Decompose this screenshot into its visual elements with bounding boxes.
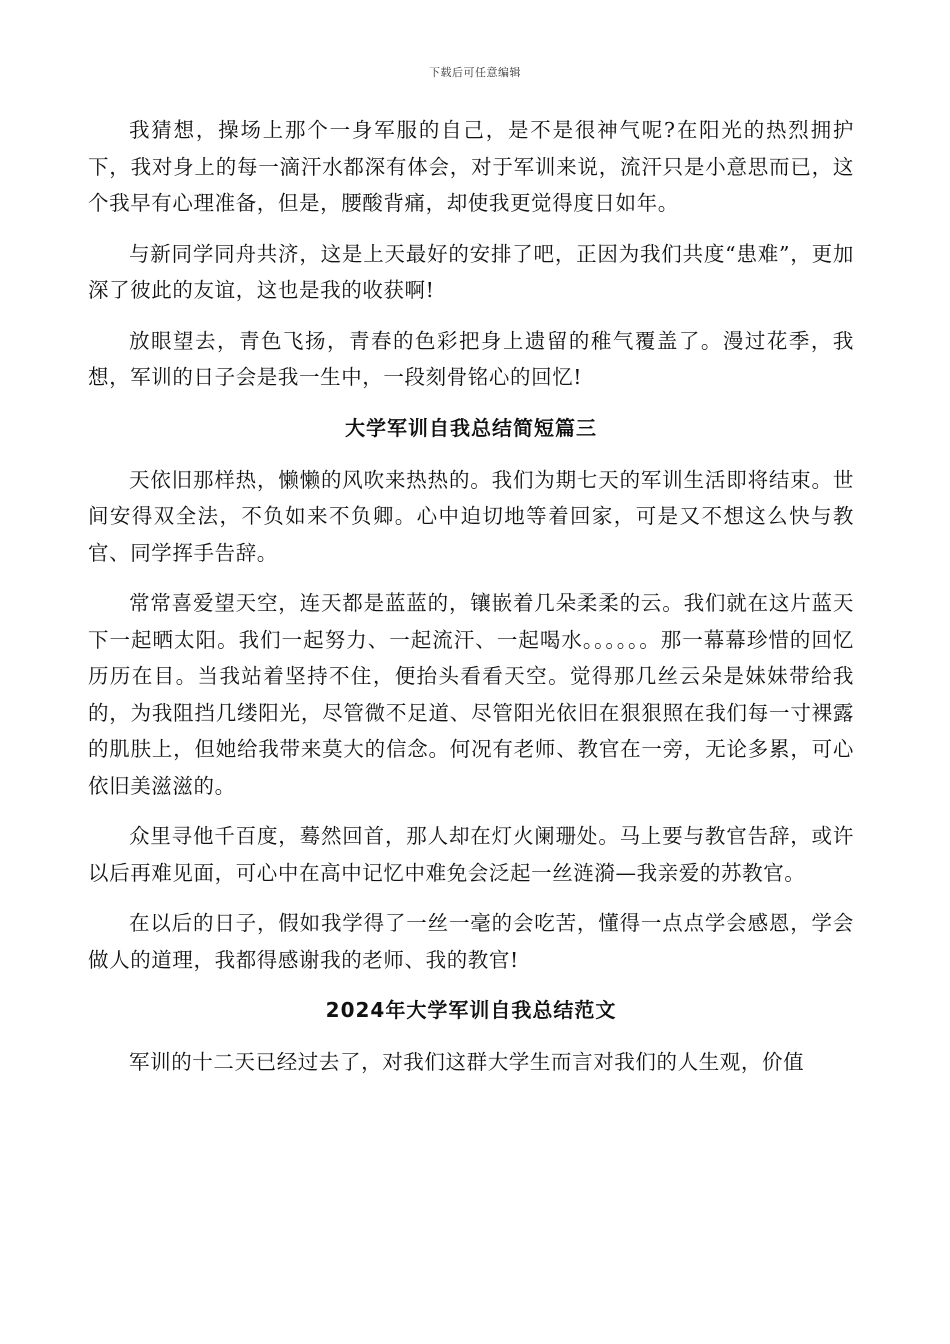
document-body: [88, 112, 854, 1095]
section-heading-2: 2024年大学军训自我总结范文: [325, 998, 617, 1022]
page-header: 下载后可任意编辑: [429, 66, 521, 79]
paragraph-4: 天依旧那样热，懒懒的风吹来热热的。我们为期七天的军训生活即将结束。世间安得双全法，不负如来不负卿。心中迫切地等着回家，可是又不想这么快与教官、同学挥手告辞。: [88, 467, 854, 565]
paragraph-8: 军训的十二天已经过去了，对我们这群大学生而言对我们的人生观，价值: [129, 1050, 805, 1074]
paragraph-7: 在以后的日子，假如我学得了一丝一毫的会吃苦，懂得一点点学会感恩，学会做人的道理，我都得感谢我的老师、我的教官!: [88, 911, 854, 972]
section-heading-1: 大学军训自我总结简短篇三: [345, 415, 597, 440]
paragraph-2: 与新同学同舟共济，这是上天最好的安排了吧，正因为我们共度“患难”，更加深了彼此的友谊，这也是我的收获啊!: [88, 241, 854, 302]
paragraph-1: 我猜想，操场上那个一身军服的自己，是不是很神气呢?在阳光的热烈拥护下，我对身上的每一滴汗水都深有体会，对于军训来说，流汗只是小意思而已，这个我早有心理准备，但是，腰酸背痛，却使我更觉得度日如年。: [88, 118, 854, 215]
paragraph-5: 常常喜爱望天空，连天都是蓝蓝的，镶嵌着几朵柔柔的云。我们就在这片蓝天下一起晒太阳。我们一起努力、一起流汗、一起喝水。。。。。。那一幕幕珍惜的回忆历历在目。当我站着坚持不住，便抬头看看天空。觉得那几丝云朵是妹妹带给我的，为我阻挡几缕阳光，尽管微不足道、尽管阳光依旧在狠狠照在我们每一寸裸露的肌肤上，但她给我带来莫大的信念。何况有老师、教官在一旁，无论多累，可心依旧美滋滋的。: [88, 591, 854, 798]
paragraph-6: 众里寻他千百度，蓦然回首，那人却在灯火阑珊处。马上要与教官告辞，或许以后再难见面，可心中在高中记忆中难免会泛起一丝涟漪—我亲爱的苏教官。: [88, 824, 854, 885]
paragraph-3: 放眼望去，青色飞扬，青春的色彩把身上遗留的稚气覆盖了。漫过花季，我想，军训的日子会是我一生中，一段刻骨铭心的回忆!: [88, 328, 854, 389]
